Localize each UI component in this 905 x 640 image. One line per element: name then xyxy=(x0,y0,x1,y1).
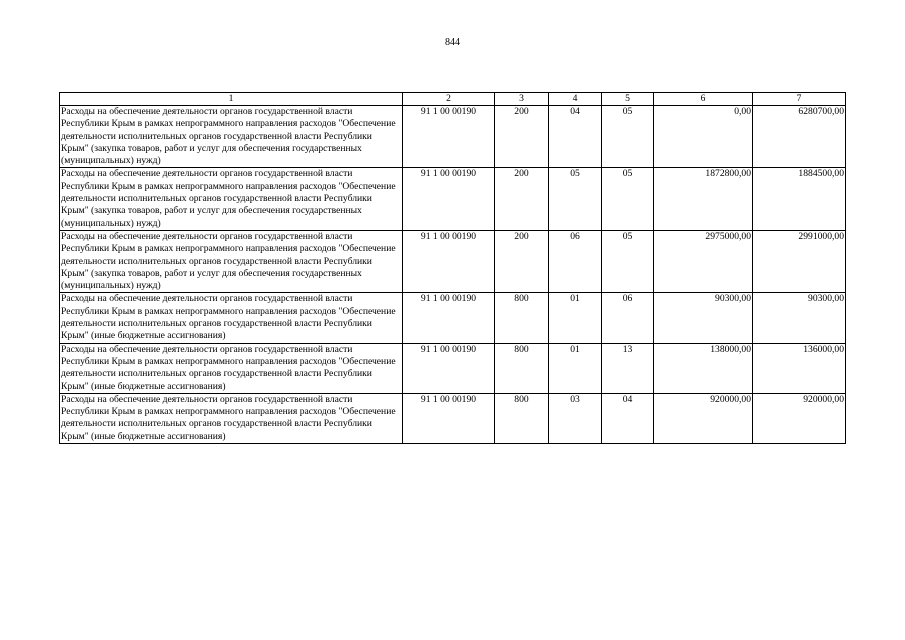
row-subsection: 04 xyxy=(602,393,654,443)
row-type: 200 xyxy=(495,168,549,230)
row-description: Расходы на обеспечение деятельности органов государственной власти Республики Крым в рамках непрограммного направления расходов "Обеспечение деятельности исполнительных органов государственной власти Республики Крым" (иные бюджетные ассигнования) xyxy=(60,393,403,443)
column-header: 4 xyxy=(549,93,602,106)
row-code: 91 1 00 00190 xyxy=(403,230,495,292)
table-row xyxy=(60,293,846,343)
row-section: 03 xyxy=(549,393,602,443)
row-amount-1: 90300,00 xyxy=(654,293,753,343)
row-subsection: 05 xyxy=(602,106,654,168)
row-type: 800 xyxy=(495,293,549,343)
row-type: 800 xyxy=(495,393,549,443)
row-amount-1: 1872800,00 xyxy=(654,168,753,230)
table-row xyxy=(60,393,846,443)
row-section: 01 xyxy=(549,343,602,393)
row-subsection: 06 xyxy=(602,293,654,343)
row-type: 200 xyxy=(495,106,549,168)
row-code: 91 1 00 00190 xyxy=(403,293,495,343)
column-header: 6 xyxy=(654,93,753,106)
column-header: 7 xyxy=(753,93,846,106)
row-amount-2: 136000,00 xyxy=(753,343,846,393)
row-amount-1: 0,00 xyxy=(654,106,753,168)
row-code: 91 1 00 00190 xyxy=(403,106,495,168)
row-description: Расходы на обеспечение деятельности органов государственной власти Республики Крым в рамках непрограммного направления расходов "Обеспечение деятельности исполнительных органов государственной власти Республики Крым" (закупка товаров, работ и услуг для обеспечения государственных (муниципальных) нужд) xyxy=(60,230,403,292)
row-amount-1: 2975000,00 xyxy=(654,230,753,292)
table-row xyxy=(60,168,846,230)
budget-table xyxy=(59,92,846,444)
header-row xyxy=(60,93,846,106)
row-type: 200 xyxy=(495,230,549,292)
row-section: 06 xyxy=(549,230,602,292)
row-amount-2: 920000,00 xyxy=(753,393,846,443)
row-description: Расходы на обеспечение деятельности органов государственной власти Республики Крым в рамках непрограммного направления расходов "Обеспечение деятельности исполнительных органов государственной власти Республики Крым" (иные бюджетные ассигнования) xyxy=(60,343,403,393)
row-description: Расходы на обеспечение деятельности органов государственной власти Республики Крым в рамках непрограммного направления расходов "Обеспечение деятельности исполнительных органов государственной власти Республики Крым" (закупка товаров, работ и услуг для обеспечения государственных (муниципальных) нужд) xyxy=(60,168,403,230)
row-amount-2: 1884500,00 xyxy=(753,168,846,230)
table-row xyxy=(60,106,846,168)
row-code: 91 1 00 00190 xyxy=(403,343,495,393)
page-number: 844 xyxy=(445,37,460,48)
row-code: 91 1 00 00190 xyxy=(403,168,495,230)
column-header: 2 xyxy=(403,93,495,106)
table-row xyxy=(60,343,846,393)
row-description: Расходы на обеспечение деятельности органов государственной власти Республики Крым в рамках непрограммного направления расходов "Обеспечение деятельности исполнительных органов государственной власти Республики Крым" (иные бюджетные ассигнования) xyxy=(60,293,403,343)
row-description: Расходы на обеспечение деятельности органов государственной власти Республики Крым в рамках непрограммного направления расходов "Обеспечение деятельности исполнительных органов государственной власти Республики Крым" (закупка товаров, работ и услуг для обеспечения государственных (муниципальных) нужд) xyxy=(60,106,403,168)
row-subsection: 05 xyxy=(602,168,654,230)
row-code: 91 1 00 00190 xyxy=(403,393,495,443)
row-subsection: 13 xyxy=(602,343,654,393)
column-header: 3 xyxy=(495,93,549,106)
row-subsection: 05 xyxy=(602,230,654,292)
row-amount-2: 2991000,00 xyxy=(753,230,846,292)
row-amount-1: 138000,00 xyxy=(654,343,753,393)
column-header: 5 xyxy=(602,93,654,106)
row-section: 04 xyxy=(549,106,602,168)
row-amount-2: 90300,00 xyxy=(753,293,846,343)
row-amount-1: 920000,00 xyxy=(654,393,753,443)
row-type: 800 xyxy=(495,343,549,393)
row-section: 05 xyxy=(549,168,602,230)
row-amount-2: 6280700,00 xyxy=(753,106,846,168)
column-header: 1 xyxy=(60,93,403,106)
table-row xyxy=(60,230,846,292)
row-section: 01 xyxy=(549,293,602,343)
